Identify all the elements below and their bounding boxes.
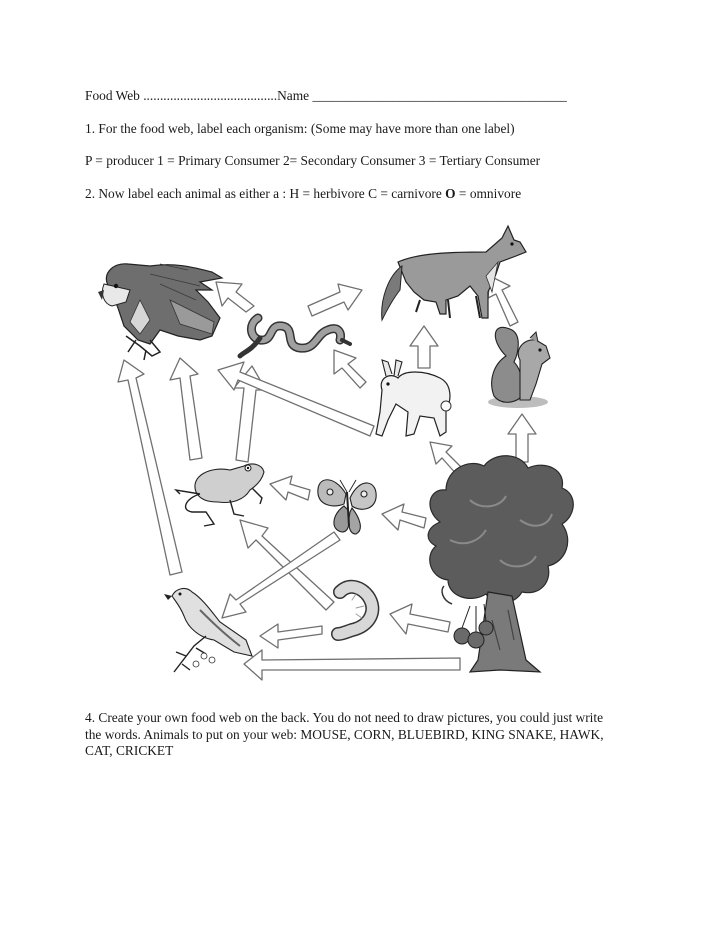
arrow-rabbit-to-fox: [410, 326, 438, 368]
hawk-icon: [98, 264, 222, 360]
arrow-butterfly-to-frog: [270, 476, 310, 500]
arrow-snake-to-hawk: [216, 282, 254, 312]
rabbit-icon: [376, 360, 451, 436]
arrow-tree-to-worm: [390, 604, 450, 634]
question-4-line: CAT, CRICKET: [85, 743, 174, 758]
arrow-tree-to-squirrel: [508, 414, 536, 462]
arrow-tree-to-butterfly: [382, 504, 426, 530]
question-2-end: = omnivore: [455, 186, 522, 201]
question-1: 1. For the food web, label each organism: (Some may have more than one label): [85, 121, 515, 136]
arrow-tree-to-bird: [244, 650, 460, 680]
tree-icon: [428, 456, 573, 672]
worm-icon: [338, 587, 372, 634]
butterfly-icon: [318, 480, 376, 534]
question-4-line: 4. Create your own food web on the back. You do not need to draw pictures, you could just write: [85, 710, 604, 725]
label-legend: P = producer 1 = Primary Consumer 2= Secondary Consumer 3 = Tertiary Consumer: [85, 153, 541, 168]
title-dots: ........................................: [143, 88, 278, 103]
question-2-start: 2. Now label each animal as either a : H = herbivore C = carnivore: [85, 186, 446, 201]
arrow-bird-to-hawk: [118, 360, 182, 575]
question-4-line: the words. Animals to put on your web: MOUSE, CORN, BLUEBIRD, KING SNAKE, HAWK,: [85, 726, 604, 742]
name-label: Name: [277, 88, 310, 103]
name-blank[interactable]: ______________________________________: [312, 88, 567, 103]
arrow-frog-to-hawk: [170, 358, 202, 460]
arrow-snake-to-fox: [308, 284, 362, 316]
squirrel-icon: [488, 327, 550, 408]
omnivore-letter: O: [445, 186, 456, 201]
worksheet-title: Food Web: [85, 88, 140, 103]
arrow-rabbit-to-snake: [334, 350, 366, 388]
frog-icon: [176, 464, 264, 526]
question-4: [85, 710, 650, 760]
arrow-worm-to-bird: [260, 624, 322, 648]
